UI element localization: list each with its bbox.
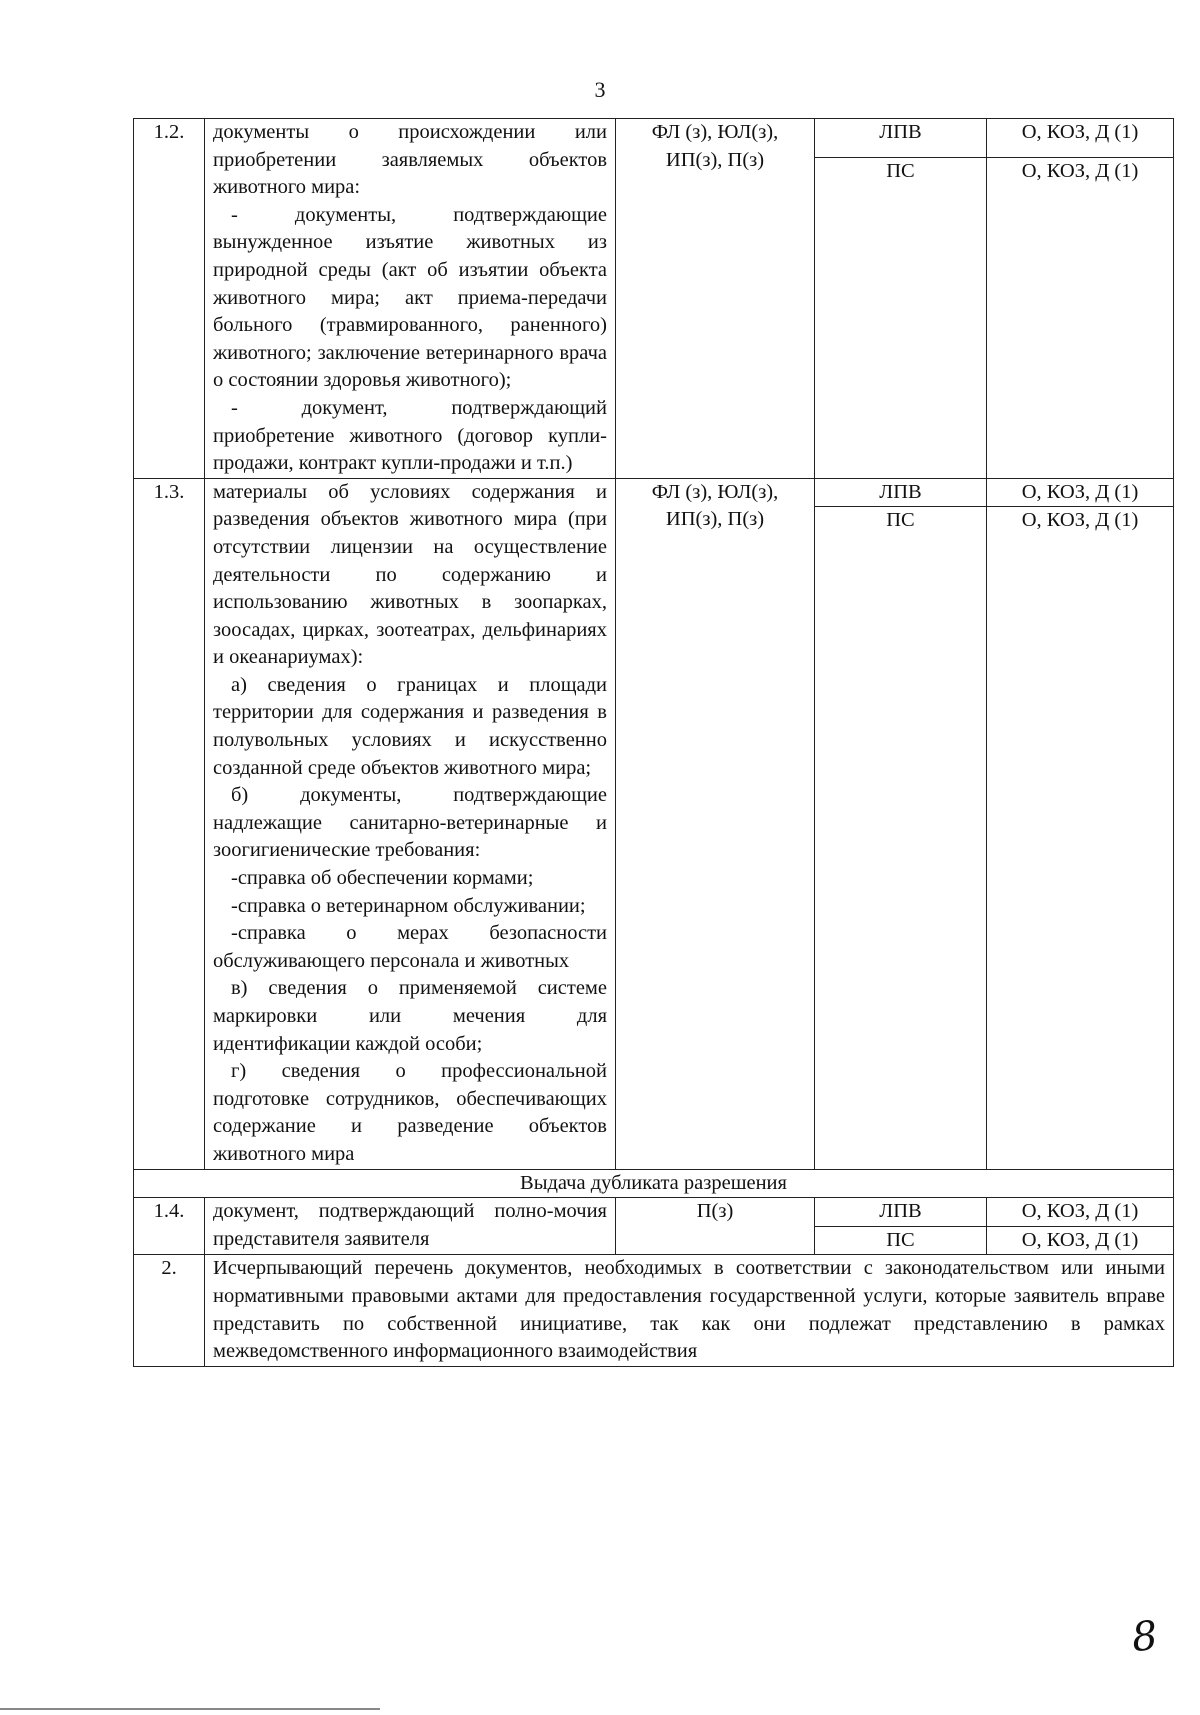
row-applicants: ФЛ (з), ЮЛ(з), ИП(з), П(з)	[616, 119, 815, 479]
section-row	[134, 1169, 1174, 1198]
description-paragraph: - документ, подтверждающий приобретение животного (договор купли-продажи, контракт купли-продажи и т.п.)	[213, 396, 607, 475]
page-number: 3	[594, 77, 606, 102]
row-description	[205, 119, 616, 479]
row-number: 1.3.	[134, 478, 205, 1169]
sub-code: ЛПВ	[815, 1198, 987, 1227]
section-title: Выдача дубликата разрешения	[134, 1169, 1174, 1198]
sub-code: ЛПВ	[815, 478, 987, 507]
documents-table	[133, 118, 1174, 1367]
row-applicants: П(з)	[616, 1198, 815, 1255]
description-paragraph: материалы об условиях содержания и разведения объектов животного мира (при отсутствии лицензии на осуществление деятельности по содержанию и использованию животных в зоопарках, зоосадах, цирках, зоотеатрах, дельфинариях и океанариумах):	[213, 480, 607, 669]
sub-value: О, КОЗ, Д (1)	[987, 1198, 1174, 1227]
row-description: документ, подтверждающий полно-мочия представителя заявителя	[205, 1198, 616, 1255]
description-paragraph: а) сведения о границах и площади территории для содержания и разведения в полувольных условиях и искусственно созданной среде объектов животного мира;	[213, 673, 607, 779]
description-paragraph: -справка о мерах безопасности обслуживающего персонала и животных	[213, 922, 607, 972]
sub-value: О, КОЗ, Д (1)	[987, 507, 1174, 1169]
row-number: 1.2.	[134, 119, 205, 479]
description-paragraph: -справка об обеспечении кормами;	[231, 867, 534, 890]
table-row	[134, 1198, 1174, 1227]
row-applicants: ФЛ (з), ЮЛ(з), ИП(з), П(з)	[616, 478, 815, 1169]
sub-value: О, КОЗ, Д (1)	[987, 158, 1174, 479]
table-row	[134, 119, 1174, 158]
sub-code: ПС	[815, 507, 987, 1169]
row-description: Исчерпывающий перечень документов, необходимых в соответствии с законодательством или иными нормативными правовыми актами для предоставления государственной услуги, которые заявитель вправе представить по собственной инициативе, так как они подлежат представлению в рамках межведомственного информационного взаимодействия	[205, 1255, 1174, 1366]
handwritten-page-mark: 8	[1129, 1612, 1160, 1662]
scan-edge-line	[0, 1708, 380, 1710]
description-paragraph: в) сведения о применяемой системе маркировки или мечения для идентификации каждой особи;	[213, 977, 607, 1055]
table-row	[134, 1255, 1174, 1366]
table-row	[134, 478, 1174, 507]
description-paragraph: - документы, подтверждающие вынужденное изъятие животных из природной среды (акт об изъятии объекта животного мира; акт приема-передачи больного (травмированного, раненного) животного; заключение ветеринарного врача о состоянии здоровья животного);	[213, 203, 607, 392]
description-paragraph: г) сведения о профессиональной подготовке сотрудников, обеспечивающих содержание и разведение объектов животного мира	[213, 1060, 607, 1165]
sub-code: ПС	[815, 158, 987, 479]
description-paragraph: б) документы, подтверждающие надлежащие санитарно-ветеринарные и зоогигиенические требования:	[213, 784, 607, 862]
description-paragraph: -справка о ветеринарном обслуживании;	[231, 894, 586, 917]
sub-code: ЛПВ	[815, 119, 987, 158]
row-number: 1.4.	[134, 1198, 205, 1255]
description-paragraph: документы о происхождении или приобретении заявляемых объектов животного мира:	[213, 121, 607, 199]
row-number: 2.	[134, 1255, 205, 1366]
row-description	[205, 478, 616, 1169]
sub-value: О, КОЗ, Д (1)	[987, 1226, 1174, 1255]
sub-value: О, КОЗ, Д (1)	[987, 119, 1174, 158]
sub-value: О, КОЗ, Д (1)	[987, 478, 1174, 507]
sub-code: ПС	[815, 1226, 987, 1255]
